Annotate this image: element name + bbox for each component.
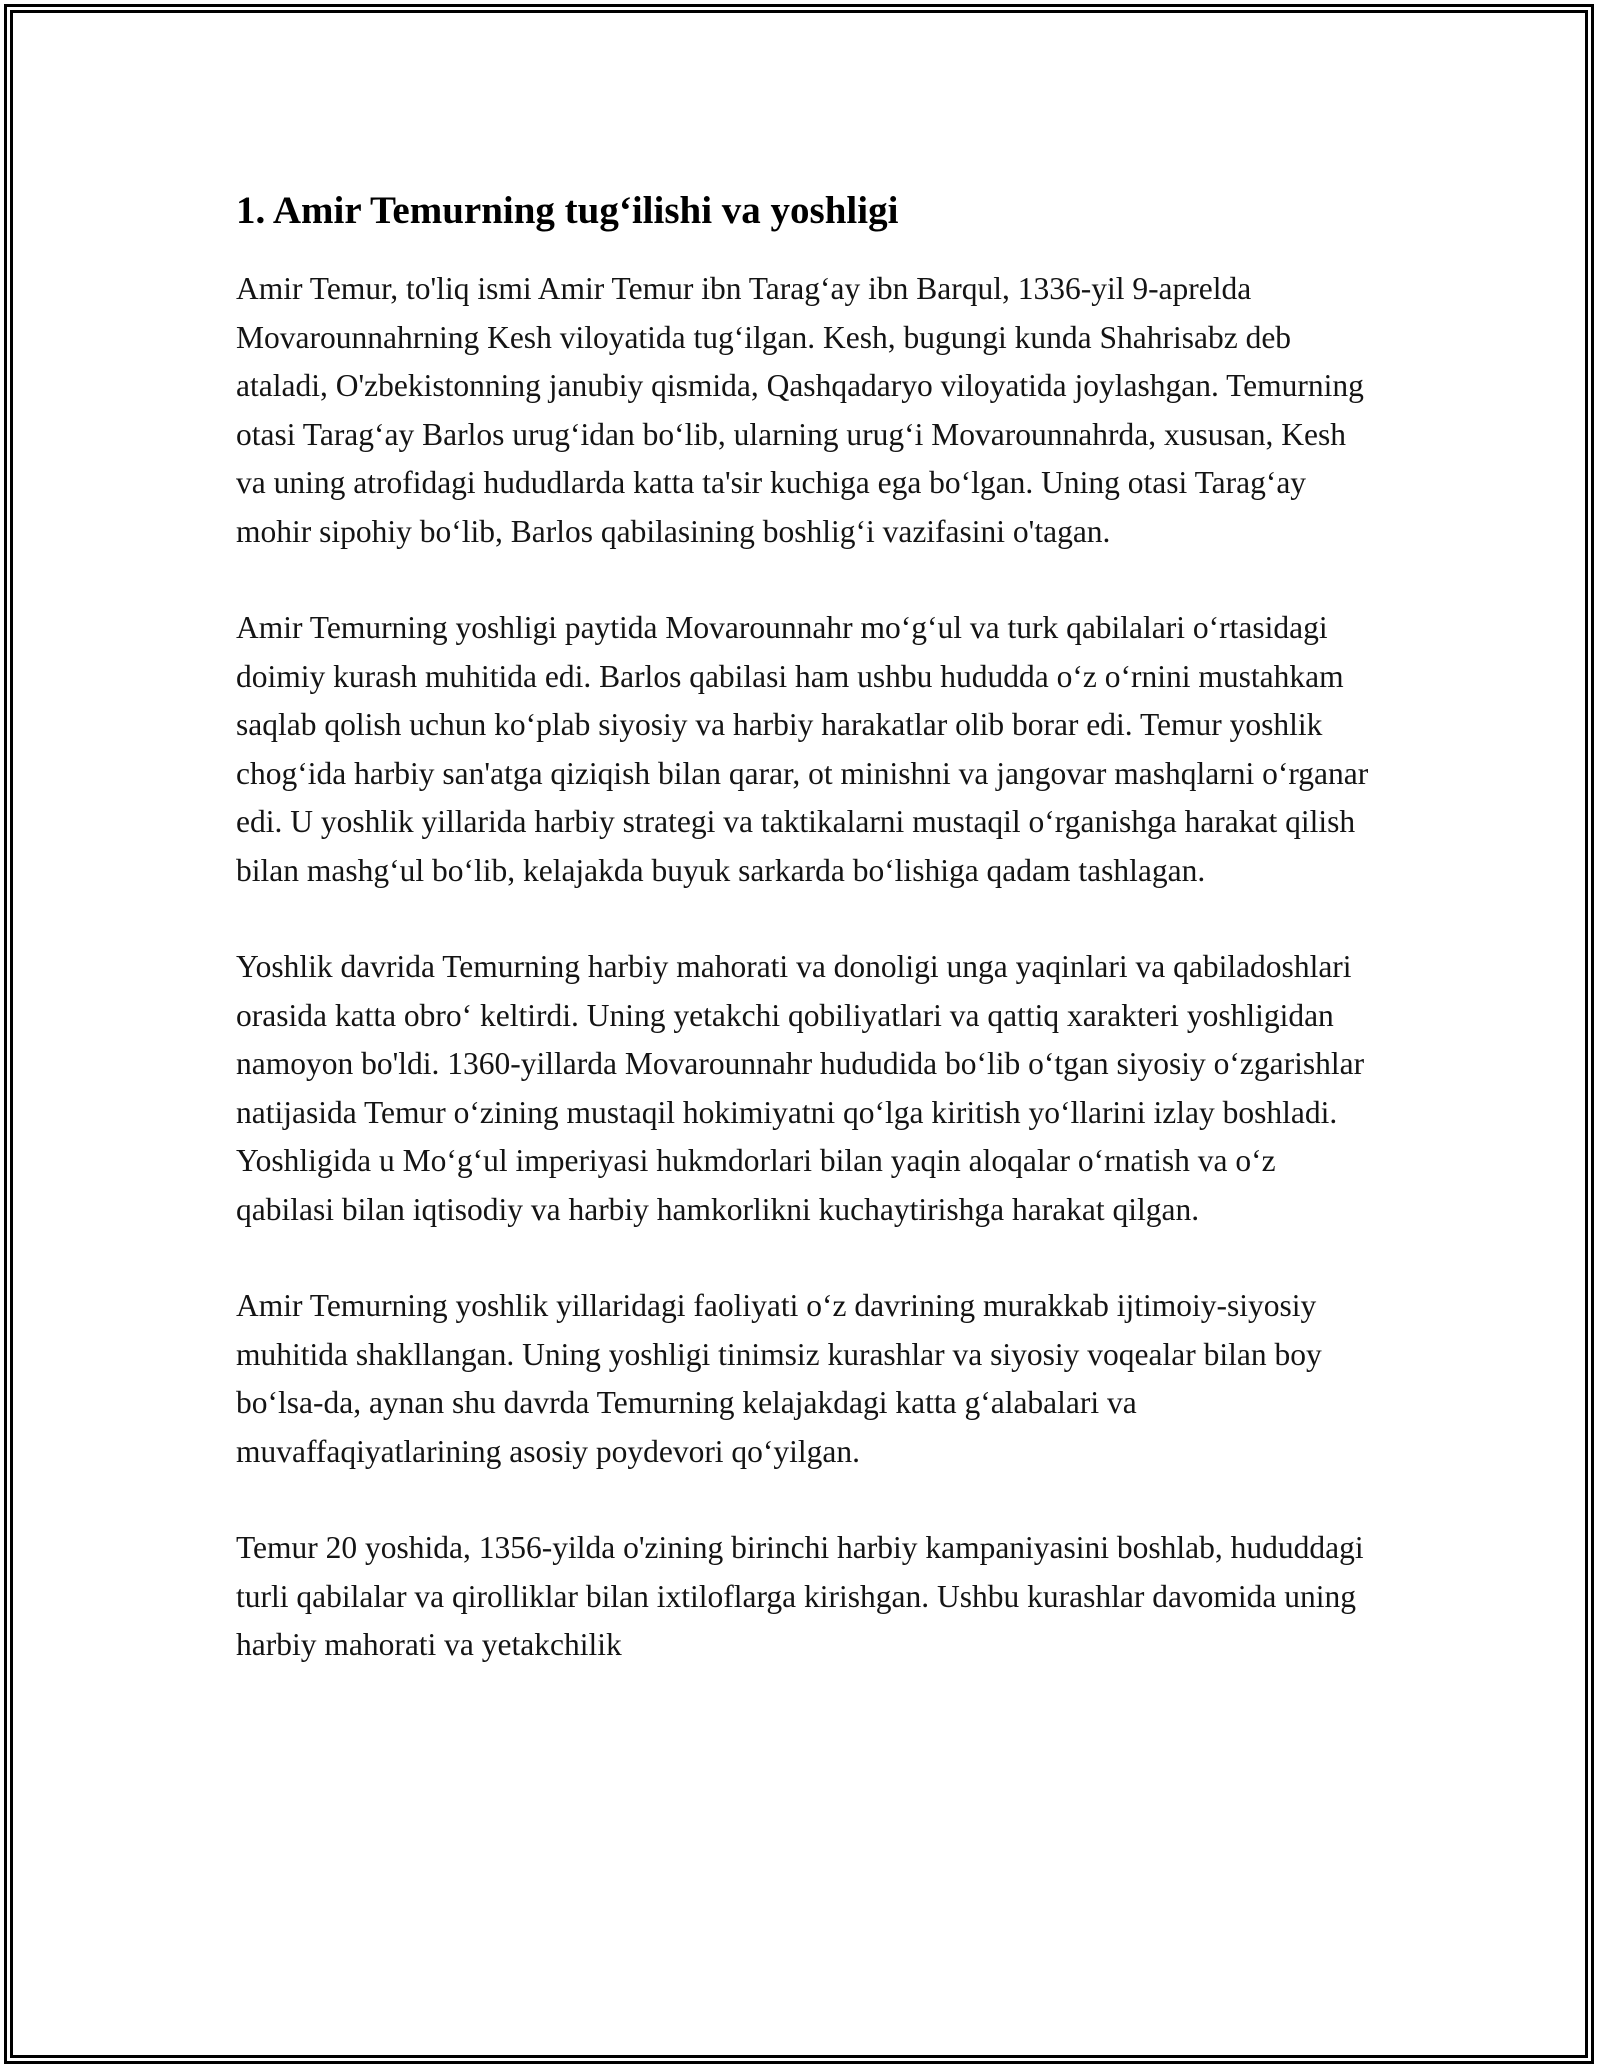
paragraph-reputation: Yoshlik davrida Temurning harbiy mahorati va donoligi unga yaqinlari va qabiladoshlari orasida katta obro‘ keltirdi. Uning yetakchi qobiliyatlari va qattiq xarakteri yoshligidan namoyon bo'ldi. 1360-yillarda Movarounnahr hududida bo‘lib o‘tgan siyosiy o‘zgarishlar natijasida Temur o‘zining mustaqil hokimiyatni qo‘lga kiritish yo‘llarini izlay boshladi. Yoshligida u Mo‘g‘ul imperiyasi hukmdorlari bilan yaqin aloqalar o‘rnatish va o‘z qabilasi bilan iqtisodiy va harbiy hamkorlikni kuchaytirishga harakat qilgan. (236, 949, 1365, 1227)
paragraph-foundation: Amir Temurning yoshlik yillaridagi faoliyati o‘z davrining murakkab ijtimoiy-siyosiy muhitida shakllangan. Uning yoshligi tinimsiz kurashlar va siyosiy voqealar bilan boy bo‘lsa-da, aynan shu davrda Temurning kelajakdagi katta g‘alabalari va muvaffaqiyatlarining asosiy poydevori qo‘yilgan. (236, 1288, 1322, 1469)
section-heading: 1. Amir Temurning tug‘ilishi va yoshligi (236, 189, 899, 232)
paragraph-birth: Amir Temur, to'liq ismi Amir Temur ibn Tarag‘ay ibn Barqul, 1336-yil 9-aprelda Movarounnahrning Kesh viloyatida tug‘ilgan. Kesh, bugungi kunda Shahrisabz deb ataladi, O'zbekistonning janubiy qismida, Qashqadaryo viloyatida joylashgan. Temurning otasi Tarag‘ay Barlos urug‘idan bo‘lib, ularning urug‘i Movarounnahrda, xususan, Kesh va uning atrofidagi hududlarda katta ta'sir kuchiga ega bo‘lgan. Uning otasi Tarag‘ay mohir sipohiy bo‘lib, Barlos qabilasining boshlig‘i vazifasini o'tagan. (236, 271, 1364, 549)
document-body (236, 185, 1376, 1718)
paragraph-first-campaign: Temur 20 yoshida, 1356-yilda o'zining birinchi harbiy kampaniyasini boshlab, hududdagi turli qabilalar va qirolliklar bilan ixtiloflarga kirishgan. Ushbu kurashlar davomida uning harbiy mahorati va yetakchilik (236, 1530, 1364, 1662)
paragraph-youth: Amir Temurning yoshligi paytida Movarounnahr mo‘g‘ul va turk qabilalari o‘rtasidagi doimiy kurash muhitida edi. Barlos qabilasi ham ushbu hududda o‘z o‘rnini mustahkam saqlab qolish uchun ko‘plab siyosiy va harbiy harakatlar olib borar edi. Temur yoshlik chog‘ida harbiy san'atga qiziqish bilan qarar, ot minishni va jangovar mashqlarni o‘rganar edi. U yoshlik yillarida harbiy strategi va taktikalarni mustaqil o‘rganishga harakat qilish bilan mashg‘ul bo‘lib, kelajakda buyuk sarkarda bo‘lishiga qadam tashlagan. (236, 610, 1369, 888)
